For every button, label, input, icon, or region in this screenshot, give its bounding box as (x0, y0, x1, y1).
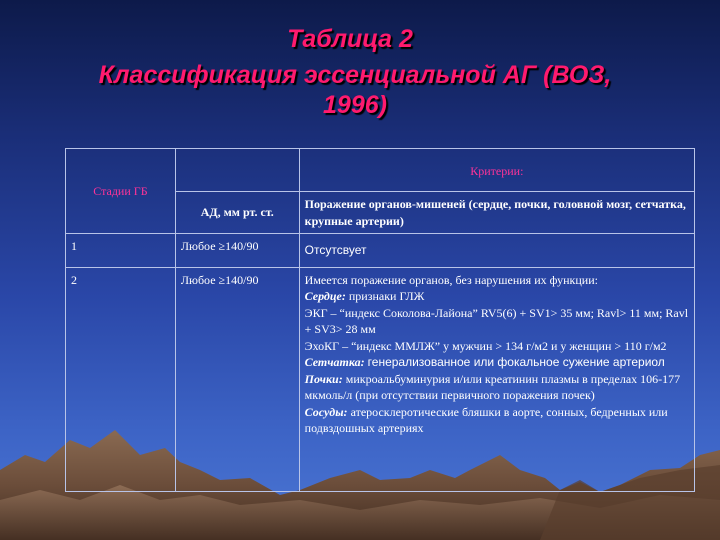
row2-bp: Любое ≥140/90 (175, 267, 299, 491)
slide-title-line-1: Таблица 2 (287, 25, 413, 53)
retina-label: Сетчатка: (304, 355, 365, 369)
header-stage: Стадии ГБ (66, 149, 176, 234)
retina-text: генерализованное или фокальное сужение артериол (367, 355, 665, 369)
heart-text: признаки ГЛЖ (348, 289, 425, 303)
classification-table (65, 148, 695, 492)
row1-bp: Любое ≥140/90 (175, 234, 299, 268)
kidney-label: Почки: (304, 371, 343, 386)
row1-stage: 1 (66, 234, 176, 268)
slide-title-line-3: 1996) (323, 91, 387, 119)
row2-ecg: ЭКГ – “индекс Соколова-Лайона” RV5(6) + SV1> 35 мм; Ravl> 11 мм; Ravl + SV3> 28 мм (304, 305, 689, 336)
table-row (66, 234, 695, 268)
row1-organs: Отсутсвует (299, 234, 694, 268)
row2-kidney (305, 371, 689, 404)
row2-organs (299, 267, 694, 491)
table-row (66, 267, 695, 491)
vessels-text: атеросклеротические бляшки в аорте, сонных, бедренных или подвздошных артериях (304, 404, 668, 435)
row2-retina (305, 354, 689, 371)
row2-echo: ЭхоКГ – “индекс ММЛЖ” у мужчин > 134 г/м2 и у женщин > 110 г/м2 (304, 338, 667, 353)
header-organs: Поражение органов-мишеней (сердце, почки, головной мозг, сетчатка, крупные артерии) (299, 192, 694, 234)
vessels-label: Сосуды: (304, 404, 348, 419)
row2-intro: Имеется поражение органов, без нарушения их функции: (304, 272, 598, 287)
slide-title-line-2: Классификация эссенциальной АГ (ВОЗ, (98, 61, 612, 89)
header-criteria: Критерии: (299, 149, 694, 192)
header-bp: АД, мм рт. ст. (175, 192, 299, 234)
kidney-text: микроальбуминурия и/или креатинин плазмы в пределах 106-177 мкмоль/л (при отсутствии первичного поражения почек) (304, 371, 681, 402)
heart-label: Сердце: (304, 289, 346, 303)
table-header-row-1 (66, 149, 695, 192)
row2-heart (305, 288, 689, 305)
row2-stage: 2 (66, 267, 176, 491)
row2-vessels (305, 404, 689, 437)
header-empty-cell (175, 149, 299, 192)
